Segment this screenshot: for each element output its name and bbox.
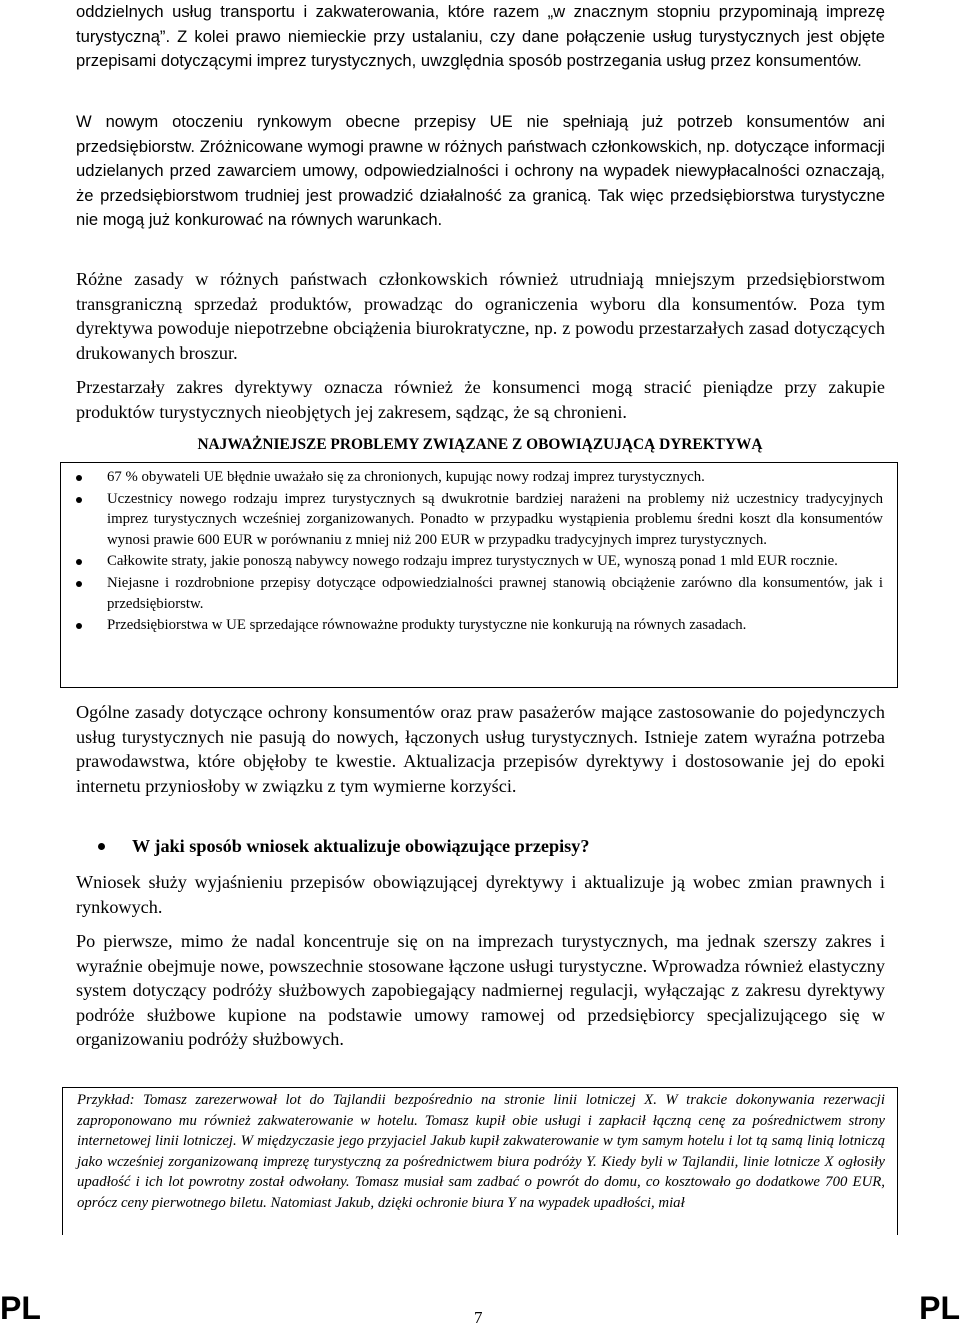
problems-box [60, 462, 898, 688]
paragraph-intro-continued: oddzielnych usług transportu i zakwaterowania, które razem „w znacznym stopniu przypominają imprezę turystyczną”. Z kolei prawo niemieckie przy ustalaniu, czy dane połączenie usług turystycznych jest objęte przepisami dotyczącymi imprez turystycznych, uwzględnia sposób postrzegania usług przez konsumentów. [76, 2, 885, 71]
example-box [62, 1087, 898, 1235]
paragraph-outdated-scope: Przestarzały zakres dyrektywy oznacza również że konsumenci mogą stracić pieniądze przy zakupie produktów turystycznych nieobjętych jej zakresem, sądząc, że są chronieni. [76, 377, 885, 422]
paragraph-proposal-purpose: Wniosek służy wyjaśnieniu przepisów obowiązującej dyrektywy i aktualizuje ją wobec zmian prawnych i rynkowych. [76, 872, 885, 917]
question-heading [96, 834, 589, 858]
paragraph-general-principles: Ogólne zasady dotyczące ochrony konsumentów oraz praw pasażerów mające zastosowanie do pojedynczych usług turystycznych nie pasują do nowych, łączonych usług turystycznych. Istnieje zatem wyraźna potrzeba prawodawstwa, które objęłoby te kwestie. Aktualizacja przepisów dyrektywy i dostosowanie jej do epoki internetu przyniosłoby w związku z tym wymierne korzyści. [76, 702, 885, 796]
page-number: 7 [474, 1308, 483, 1327]
problems-box-title: NAJWAŻNIEJSZE PROBLEMY ZWIĄZANE Z OBOWIĄZUJĄCĄ DYREKTYWĄ [197, 436, 763, 453]
paragraph-member-state-rules: Różne zasady w różnych państwach członkowskich również utrudniają mniejszym przedsiębiorstwom transgraniczną sprzedaż produktów, prowadząc do ograniczenia wyboru dla konsumentów. Poza tym dyrektywa powoduje niepotrzebne obciążenia biurokratyczne, np. z powodu przestarzałych zasad dotyczących drukowanych broszur. [76, 269, 885, 363]
question-heading-text: W jaki sposób wniosek aktualizuje obowiązujące przepisy? [132, 836, 590, 856]
problem-item: Niejasne i rozdrobnione przepisy dotyczące odpowiedzialności prawnej stanowią obciążenie zarówno dla konsumentów, jak i przedsiębiorstw. [61, 573, 883, 614]
footer-language-left: PL [0, 1290, 41, 1326]
problem-item: 67 % obywateli UE błędnie uważało się za chronionych, kupując nowy rodzaj imprez turystycznych. [61, 467, 883, 488]
problems-list [61, 463, 897, 636]
problem-item: Uczestnicy nowego rodzaju imprez turystycznych są dwukrotnie bardziej narażeni na problemy niż uczestnicy tradycyjnych imprez turystycznych wcześniej zorganizowanych. Ponadto w przypadku wystąpienia problemu średni koszt dla konsumentów wynosi prawie 600 EUR w porównaniu z mniej niż 200 EUR w przypadku tradycyjnych imprez turystycznych. [61, 489, 883, 551]
footer-language-right: PL [919, 1290, 960, 1326]
paragraph-first-change: Po pierwsze, mimo że nadal koncentruje się on na imprezach turystycznych, ma jednak szerszy zakres i wyraźnie obejmuje nowe, powszechnie stosowane łączone usługi turystyczne. Wprowadza również elastyczny system dotyczący podróży służbowych zapobiegający nadmiernej regulacji, wyłączając z zakresu dyrektywy podróże służbowe kupione na podstawie umowy ramowej od przedsiębiorcy specjalizującego się w organizowaniu podróży służbowych. [76, 931, 885, 1050]
problem-item: Całkowite straty, jakie ponoszą nabywcy nowego rodzaju imprez turystycznych w UE, wynoszą ponad 1 mld EUR rocznie. [61, 551, 883, 572]
problem-item: Przedsiębiorstwa w UE sprzedające równoważne produkty turystyczne nie konkurują na równych zasadach. [61, 615, 883, 636]
paragraph-market-environment: W nowym otoczeniu rynkowym obecne przepisy UE nie spełniają już potrzeb konsumentów ani przedsiębiorstw. Zróżnicowane wymogi prawne w różnych państwach członkowskich, np. dotyczące informacji udzielanych przed zawarciem umowy, odpowiedzialności i ochrony na wypadek niewypłacalności oznaczają, że przedsiębiorstwom trudniej jest prowadzić działalność za granicą. Tak więc przedsiębiorstwa turystyczne nie mogą już konkurować na równych warunkach. [76, 112, 885, 230]
example-text: Przykład: Tomasz zarezerwował lot do Tajlandii bezpośrednio na stronie linii lotniczej X. W trakcie dokonywania rezerwacji zaproponowano mu również zakwaterowanie w hotelu. Tomasz kupił obie usługi i zapłacił łączną cenę za pośrednictwem strony internetowej linii lotniczej. W międzyczasie jego przyjaciel Jakub kupił zakwaterowanie w tym samym hotelu i lot tą samą linią lotniczą jako wcześniej zorganizowaną imprezę turystyczną za pośrednictwem biura podróży Y. Kiedy byli w Tajlandii, linie lotnicze X ogłosiły upadłość i ich lot powrotny został odwołany. Tomasz musiał sam zadbać o powrót do domu, co kosztowało go dodatkowe 700 EUR, oprócz ceny pierwotnego biletu. Natomiast Jakub, dzięki ochronie biura Y na wypadek upadłości, miał [77, 1092, 885, 1211]
